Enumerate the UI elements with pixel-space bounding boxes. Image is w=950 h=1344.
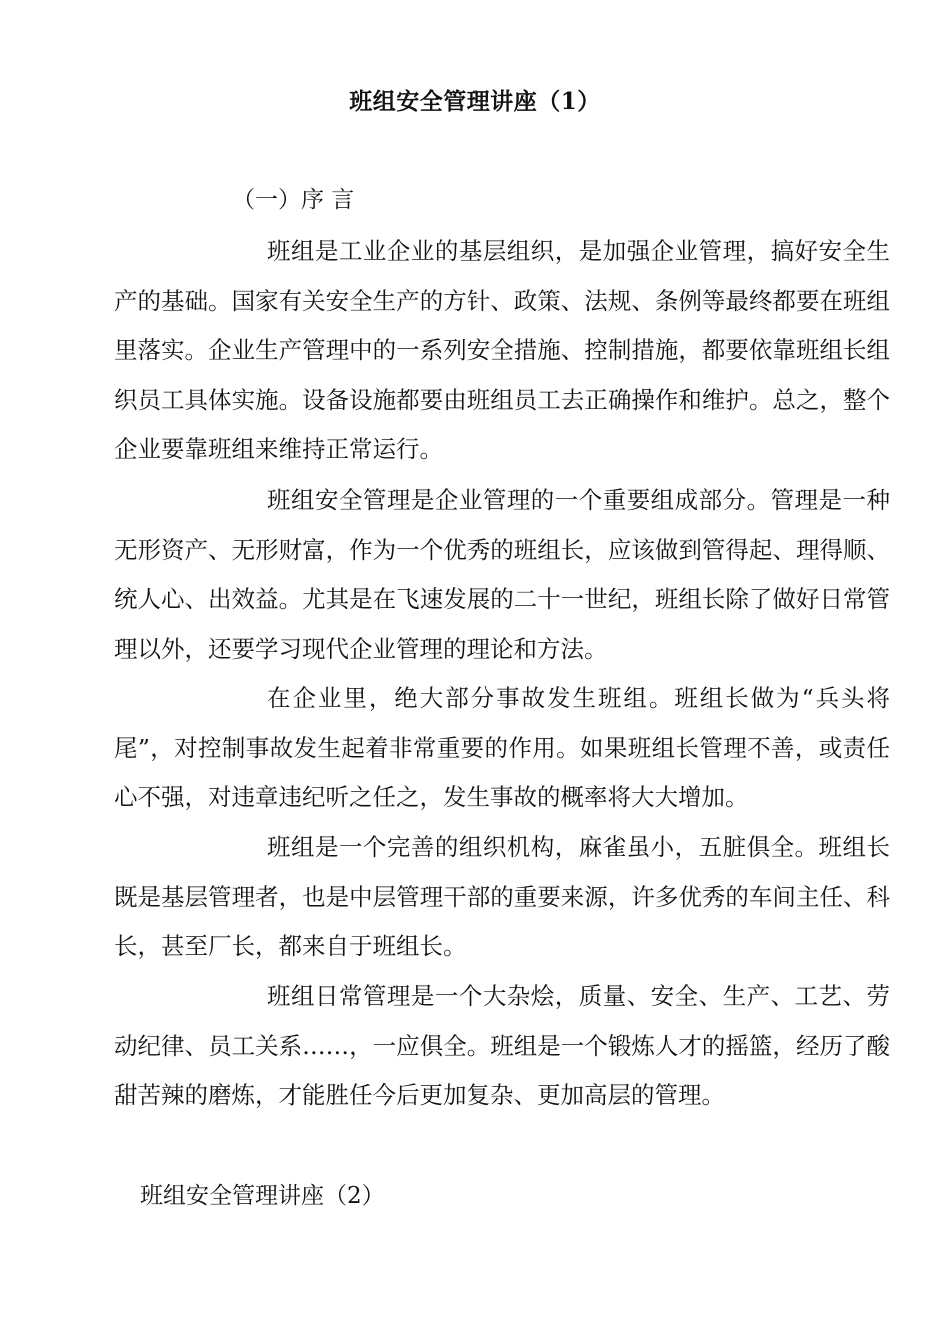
section-heading: （一）序 言 <box>232 187 355 213</box>
document-title: 班组安全管理讲座（1） <box>349 88 601 115</box>
paragraph-5: 班组日常管理是一个大杂烩，质量、安全、生产、工艺、劳动纪律、员工关系……，一应俱全。班组是一个锻炼人才的摇篮，经历了酸甜苦辣的磨炼，才能胜任今后更加复杂、更加高层的管理。 <box>114 982 890 1110</box>
paragraph-4: 班组是一个完善的组织机构，麻雀虽小，五脏俱全。班组长既是基层管理者，也是中层管理干部的重要来源，许多优秀的车间主任、科长，甚至厂长，都来自于班组长。 <box>114 833 890 961</box>
paragraph-3: 在企业里，绝大部分事故发生班组。班组长做为“兵头将尾”，对控制事故发生起着非常重要的作用。如果班组长管理不善，或责任心不强，对违章违纪听之任之，发生事故的概率将大大增加。 <box>114 684 890 812</box>
paragraph-1: 班组是工业企业的基层组织，是加强企业管理，搞好安全生产的基础。国家有关安全生产的方针、政策、法规、条例等最终都要在班组里落实。企业生产管理中的一系列安全措施、控制措施，都要依靠班组长组织员工具体实施。设备设施都要由班组员工去正确操作和维护。总之，整个企业要靠班组来维持正常运行。 <box>114 237 890 464</box>
paragraph-2: 班组安全管理是企业管理的一个重要组成部分。管理是一种无形资产、无形财富，作为一个优秀的班组长，应该做到管得起、理得顺、统人心、出效益。尤其是在飞速发展的二十一世纪，班组长除了做好日常管理以外，还要学习现代企业管理的理论和方法。 <box>114 486 890 663</box>
next-lecture-title: 班组安全管理讲座（2） <box>140 1183 385 1209</box>
